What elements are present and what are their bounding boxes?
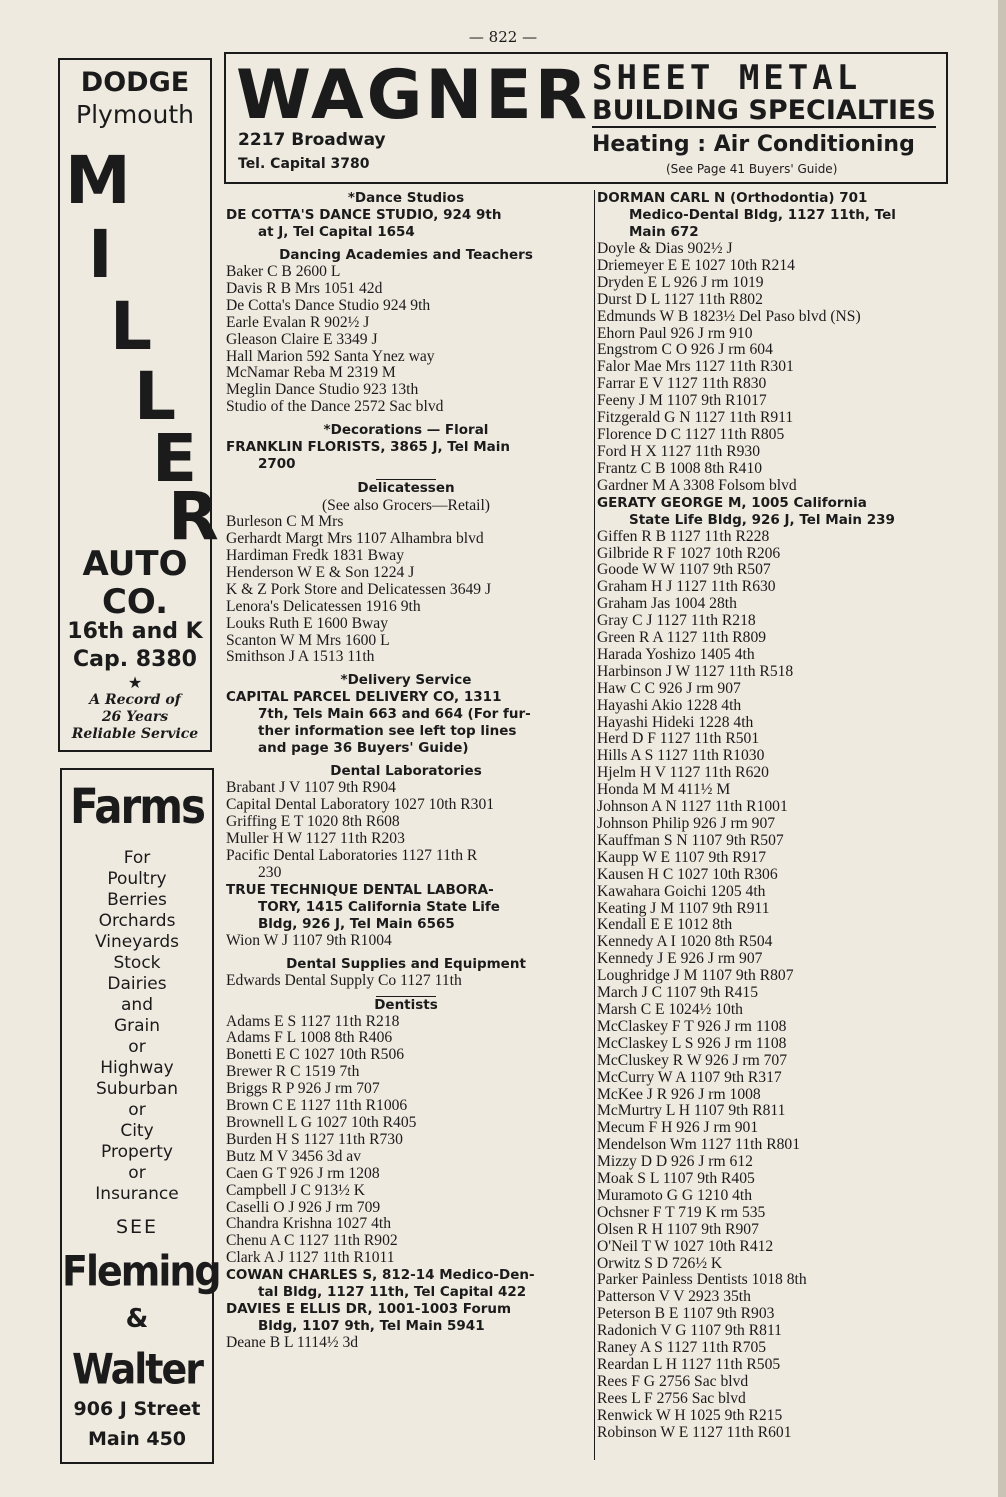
section-heading-text: Dentists bbox=[374, 996, 438, 1013]
listing-entry: Keating J M 1107 9th R911 bbox=[597, 899, 770, 917]
listing-entry: Burleson C M Mrs bbox=[226, 513, 344, 531]
banner-note: (See Page 41 Buyers' Guide) bbox=[666, 162, 838, 176]
listing-entry: McNamar Reba M 2319 M bbox=[226, 364, 396, 382]
listing-entry: Kaupp W E 1107 9th R917 bbox=[597, 848, 767, 866]
listing-entry: Feeny J M 1107 9th R1017 bbox=[597, 392, 767, 410]
listing-entry: Smithson J A 1513 11th bbox=[226, 648, 375, 666]
listing-line: Medico-Dental Bldg, 1127 11th, Tel bbox=[629, 207, 896, 223]
listing-line: 2700 bbox=[258, 456, 296, 473]
listing-entry: Honda M M 411½ M bbox=[597, 781, 731, 799]
listing-entry: Henderson W E & Son 1224 J bbox=[226, 563, 415, 581]
banner-headline: SHEET METAL bbox=[592, 58, 862, 98]
section-heading bbox=[226, 996, 586, 1014]
banner-services: Heating : Air Conditioning bbox=[592, 132, 915, 157]
listing-entry: Haw C C 926 J rm 907 bbox=[597, 679, 741, 697]
listing-line: at J, Tel Capital 1654 bbox=[258, 224, 415, 240]
section-heading bbox=[226, 763, 586, 780]
ad-farms-line: Grain bbox=[113, 1016, 161, 1036]
ad-farms-line: Poultry bbox=[107, 869, 167, 889]
listing-line: Bldg, 926 J, Tel Main 6565 bbox=[258, 915, 455, 932]
ad-letter: M bbox=[65, 142, 131, 219]
listing-line: DAVIES E ELLIS DR, 1001-1003 Forum bbox=[226, 1301, 512, 1318]
listing-entry: McCurry W A 1107 9th R317 bbox=[597, 1068, 782, 1086]
ad-farms-list bbox=[62, 848, 212, 1205]
listing-line: ther information see left top lines bbox=[258, 723, 517, 740]
listing-entry: Loughridge J M 1107 9th R807 bbox=[597, 967, 794, 985]
listing-entry: Mecum F H 926 J rm 901 bbox=[597, 1119, 759, 1137]
listing-entry: Falor Mae Mrs 1127 11th R301 bbox=[597, 358, 794, 376]
ad-farms-line: Insurance bbox=[95, 1184, 179, 1204]
ad-farms-line: Highway bbox=[100, 1058, 174, 1078]
listing-line: TRUE TECHNIQUE DENTAL LABORA- bbox=[226, 881, 494, 898]
ad-farms-line: For bbox=[123, 848, 151, 868]
listing-entry: March J C 1107 9th R415 bbox=[597, 984, 758, 1002]
ad-fleming: Fleming bbox=[62, 1246, 220, 1296]
ad-farms-line: or bbox=[128, 1163, 146, 1183]
listing-entry: Farrar E V 1127 11th R830 bbox=[597, 375, 767, 393]
section-heading bbox=[226, 247, 586, 264]
listing-entry: Kawahara Goichi 1205 4th bbox=[597, 882, 766, 900]
ad-farms-line: Property bbox=[101, 1142, 173, 1162]
listing-entry: McClaskey L S 926 J rm 1108 bbox=[597, 1034, 787, 1052]
listing-entry: Gilbride R F 1027 10th R206 bbox=[597, 544, 781, 562]
listing-entry: De Cotta's Dance Studio 924 9th bbox=[226, 296, 431, 314]
listing-entry: Ehorn Paul 926 J rm 910 bbox=[597, 324, 753, 342]
listing-entry: Bonetti E C 1027 10th R506 bbox=[226, 1046, 405, 1064]
ad-farms-title: Farms bbox=[69, 778, 205, 835]
listing-entry: Pacific Dental Laboratories 1127 11th R bbox=[226, 846, 478, 864]
banner-name: WAGNER bbox=[236, 56, 591, 135]
listing-entry: McCluskey R W 926 J rm 707 bbox=[597, 1051, 788, 1069]
listing-entry: Caen G T 926 J rm 1208 bbox=[226, 1164, 380, 1182]
listing-entry: Meglin Dance Studio 923 13th bbox=[226, 381, 419, 399]
listing-entry: Hills A S 1127 11th R1030 bbox=[597, 747, 765, 765]
listing-entry: Reardan L H 1127 11th R505 bbox=[597, 1356, 781, 1373]
listing-entry: Kendall E E 1012 8th bbox=[597, 916, 733, 934]
featured-listing bbox=[226, 882, 586, 933]
listing-entry: Edwards Dental Supply Co 1127 11th bbox=[226, 971, 462, 989]
section-heading-text: *Decorations — Floral bbox=[323, 422, 489, 439]
ad-farms-line: Dairies bbox=[107, 974, 167, 994]
ad-farms-line: or bbox=[128, 1100, 146, 1120]
listing-entry: Engstrom C O 926 J rm 604 bbox=[597, 341, 773, 359]
section-heading-text: Dental Laboratories bbox=[330, 763, 482, 780]
directory-column-middle bbox=[226, 190, 586, 1352]
listing-entry: Graham H J 1127 11th R630 bbox=[597, 578, 776, 596]
featured-listing bbox=[597, 190, 955, 241]
listing-entry: Adams F L 1008 8th R406 bbox=[226, 1029, 393, 1047]
listing-line: Main 672 bbox=[629, 224, 699, 240]
listing-entry: Gleason Claire E 3349 J bbox=[226, 330, 378, 348]
section-heading bbox=[226, 190, 586, 207]
listing-entry: Studio of the Dance 2572 Sac blvd bbox=[226, 398, 444, 416]
listing-entry: Brewer R C 1519 7th bbox=[226, 1063, 360, 1081]
listing-entry: Muller H W 1127 11th R203 bbox=[226, 830, 405, 848]
listing-entry: O'Neil T W 1027 10th R412 bbox=[597, 1237, 774, 1255]
section-heading-text: Dental Supplies and Equipment bbox=[286, 955, 526, 972]
miller-auto-ad bbox=[58, 58, 219, 752]
listing-entry: Brownell L G 1027 10th R405 bbox=[226, 1114, 417, 1131]
listing-entry: Florence D C 1127 11th R805 bbox=[597, 425, 785, 443]
listing-entry: Chandra Krishna 1027 4th bbox=[226, 1215, 392, 1233]
featured-listing bbox=[226, 439, 586, 473]
section-heading-text: Dancing Academies and Teachers bbox=[279, 247, 533, 263]
ad-record bbox=[60, 692, 210, 743]
listing-entry: Orwitz S D 726½ K bbox=[597, 1254, 723, 1272]
listing-entry: Gray C J 1127 11th R218 bbox=[597, 612, 756, 630]
page-number: — 822 — bbox=[468, 28, 538, 46]
listing-entry: Durst D L 1127 11th R802 bbox=[597, 290, 763, 308]
listing-entry: Dryden E L 926 J rm 1019 bbox=[597, 273, 764, 291]
ad-letter: L bbox=[134, 358, 177, 435]
ad-letter: E bbox=[152, 420, 198, 497]
listing-line: DORMAN CARL N (Orthodontia) 701 bbox=[597, 190, 868, 206]
record-line: A Record of bbox=[89, 692, 181, 708]
listing-entry: Butz M V 3456 3d av bbox=[226, 1147, 362, 1165]
featured-listing bbox=[226, 207, 586, 241]
ad-street: 906 J Street bbox=[73, 1398, 201, 1420]
ad-farms-line: Stock bbox=[113, 953, 161, 973]
listing-entry: Kauffman S N 1107 9th R507 bbox=[597, 831, 784, 849]
listing-entry: Mendelson Wm 1127 11th R801 bbox=[597, 1136, 800, 1154]
listing-entry: Radonich V G 1107 9th R811 bbox=[597, 1322, 782, 1340]
ad-farms-line: Berries bbox=[107, 890, 167, 910]
listing-entry: Renwick W H 1025 9th R215 bbox=[597, 1406, 783, 1424]
listing-entry: Harbinson J W 1127 11th R518 bbox=[597, 662, 794, 680]
listing-entry: Driemeyer E E 1027 10th R214 bbox=[597, 256, 795, 274]
listing-entry: Parker Painless Dentists 1018 8th bbox=[597, 1271, 807, 1289]
listing-entry: Peterson B E 1107 9th R903 bbox=[597, 1305, 775, 1323]
ad-farms-line: Suburban bbox=[95, 1079, 179, 1099]
listing-entry: Burden H S 1127 11th R730 bbox=[226, 1130, 403, 1148]
ad-farms-line: and bbox=[121, 995, 153, 1015]
featured-listing bbox=[226, 1267, 586, 1301]
listing-entry: Hayashi Akio 1228 4th bbox=[597, 696, 742, 714]
see-also-note: (See also Grocers—Retail) bbox=[321, 497, 490, 515]
listing-entry: Raney A S 1127 11th R705 bbox=[597, 1339, 767, 1357]
section-heading bbox=[226, 422, 586, 439]
listing-entry: Earle Evalan R 902½ J bbox=[226, 313, 370, 331]
listing-entry: Frantz C B 1008 8th R410 bbox=[597, 459, 763, 477]
ad-dodge: DODGE bbox=[80, 67, 190, 98]
wagner-banner-ad bbox=[224, 52, 948, 184]
ad-farms-line: Vineyards bbox=[94, 932, 180, 952]
listing-line: CAPITAL PARCEL DELIVERY CO, 1311 bbox=[226, 689, 502, 706]
listing-entry: Mizzy D D 926 J rm 612 bbox=[597, 1153, 753, 1171]
featured-listing bbox=[597, 495, 955, 529]
listing-entry: Lenora's Delicatessen 1916 9th bbox=[226, 597, 421, 615]
ad-see: SEE bbox=[115, 1216, 159, 1238]
listing-entry: Ochsner F T 719 K rm 535 bbox=[597, 1203, 766, 1221]
listing-entry: McKee J R 926 J rm 1008 bbox=[597, 1085, 761, 1103]
ad-co: CO. bbox=[101, 582, 169, 622]
listing-entry: Johnson A N 1127 11th R1001 bbox=[597, 798, 788, 816]
featured-listing bbox=[226, 689, 586, 757]
listing-entry: McClaskey F T 926 J rm 1108 bbox=[597, 1017, 787, 1035]
listing-entry: Rees L F 2756 Sac blvd bbox=[597, 1389, 746, 1407]
listing-line: 7th, Tels Main 663 and 664 (For fur- bbox=[258, 706, 531, 723]
ad-farms-line: Orchards bbox=[98, 911, 176, 931]
listing-entry: Kausen H C 1027 10th R306 bbox=[597, 865, 778, 883]
listing-entry: Gardner M A 3308 Folsom blvd bbox=[597, 476, 797, 494]
listing-entry: Adams E S 1127 11th R218 bbox=[226, 1012, 400, 1030]
listing-entry: Hardiman Fredk 1831 Bway bbox=[226, 546, 404, 564]
section-heading-text: *Dance Studios bbox=[347, 190, 465, 206]
listing-entry: Marsh C E 1024½ 10th bbox=[597, 1000, 743, 1018]
ad-auto: AUTO bbox=[82, 544, 188, 584]
listing-entry: Brabant J V 1107 9th R904 bbox=[226, 779, 396, 797]
listing-line: tal Bldg, 1127 11th, Tel Capital 422 bbox=[258, 1284, 527, 1301]
listing-line: TORY, 1415 California State Life bbox=[258, 898, 500, 915]
farms-ad bbox=[60, 768, 220, 1464]
ad-amp: & bbox=[125, 1304, 149, 1334]
ad-main-phone: Main 450 bbox=[87, 1428, 187, 1450]
listing-entry: Harada Yoshizo 1405 4th bbox=[597, 645, 755, 663]
listing-entry: Rees F G 2756 Sac blvd bbox=[597, 1372, 749, 1390]
listing-entry: McMurtry L H 1107 9th R811 bbox=[597, 1102, 786, 1120]
listing-entry: Wion W J 1107 9th R1004 bbox=[226, 931, 392, 949]
listing-line: FRANKLIN FLORISTS, 3865 J, Tel Main bbox=[226, 439, 510, 456]
listing-entry: Brown C E 1127 11th R1006 bbox=[226, 1097, 408, 1115]
section-heading bbox=[226, 672, 586, 689]
listing-line: GERATY GEORGE M, 1005 California bbox=[597, 494, 867, 511]
section-heading-text: Delicatessen bbox=[357, 480, 455, 497]
ad-letter: L bbox=[110, 288, 153, 365]
listing-entry: Clark A J 1127 11th R1011 bbox=[226, 1249, 395, 1267]
listing-entry: Hjelm H V 1127 11th R620 bbox=[597, 764, 769, 782]
listing-entry: Giffen R B 1127 11th R228 bbox=[597, 527, 770, 545]
directory-column-right bbox=[594, 190, 955, 1460]
listing-line: DE COTTA'S DANCE STUDIO, 924 9th bbox=[226, 207, 502, 223]
listing-entry: Caselli O J 926 J rm 709 bbox=[226, 1198, 381, 1216]
ad-letter: R bbox=[168, 478, 219, 555]
listing-line: COWAN CHARLES S, 812-14 Medico-Den- bbox=[226, 1267, 535, 1284]
listing-entry: Deane B L 1114½ 3d bbox=[226, 1334, 359, 1352]
record-line: Reliable Service bbox=[71, 726, 199, 742]
listing-entry: Green R A 1127 11th R809 bbox=[597, 629, 767, 647]
listing-entry: Fitzgerald G N 1127 11th R911 bbox=[597, 409, 794, 427]
listing-entry: Ford H X 1127 11th R930 bbox=[597, 442, 761, 460]
listing-entry: Muramoto G G 1210 4th bbox=[597, 1186, 753, 1204]
listing-line: and page 36 Buyers' Guide) bbox=[258, 740, 469, 757]
listing-entry: Hayashi Hideki 1228 4th bbox=[597, 713, 754, 731]
section-heading-text: *Delivery Service bbox=[340, 672, 472, 689]
ad-farms-line: City bbox=[120, 1121, 154, 1141]
listing-entry: Baker C B 2600 L bbox=[226, 263, 341, 280]
listing-entry: Louks Ruth E 1600 Bway bbox=[226, 614, 388, 632]
listing-entry: Goode W W 1107 9th R507 bbox=[597, 561, 771, 579]
listing-entry: Robinson W E 1127 11th R601 bbox=[597, 1423, 792, 1441]
listing-entry: Chenu A C 1127 11th R902 bbox=[226, 1232, 398, 1250]
section-heading bbox=[226, 956, 586, 973]
banner-sub: BUILDING SPECIALTIES bbox=[592, 95, 936, 126]
listing-line: Bldg, 1107 9th, Tel Main 5941 bbox=[258, 1318, 485, 1335]
listing-entry: Kennedy A I 1020 8th R504 bbox=[597, 933, 773, 951]
listing-entry: Davis R B Mrs 1051 42d bbox=[226, 279, 383, 297]
star-icon: ★ bbox=[127, 673, 143, 692]
listing-entry: Herd D F 1127 11th R501 bbox=[597, 730, 760, 748]
listing-entry: Gerhardt Margt Mrs 1107 Alhambra blvd bbox=[226, 530, 484, 548]
listing-entry: Kennedy J E 926 J rm 907 bbox=[597, 950, 763, 968]
ad-farms-line: or bbox=[128, 1037, 146, 1057]
listing-entry: Edmunds W B 1823½ Del Paso blvd (NS) bbox=[597, 307, 861, 325]
banner-street: 2217 Broadway bbox=[238, 130, 386, 150]
section-heading bbox=[226, 479, 586, 497]
listing-entry: Doyle & Dias 902½ J bbox=[597, 240, 733, 257]
ad-phone: Cap. 8380 bbox=[73, 647, 197, 672]
listing-entry: Scanton W M Mrs 1600 L bbox=[226, 631, 390, 649]
listing-entry: Patterson V V 2923 35th bbox=[597, 1288, 751, 1306]
listing-entry: Hall Marion 592 Santa Ynez way bbox=[226, 347, 435, 365]
listing-entry: Capital Dental Laboratory 1027 10th R301 bbox=[226, 796, 495, 814]
listing-entry: Campbell J C 913½ K bbox=[226, 1181, 366, 1199]
listing-continuation: 230 bbox=[258, 863, 282, 881]
record-line: 26 Years bbox=[101, 709, 169, 725]
featured-listing bbox=[226, 1301, 586, 1335]
listing-entry: Graham Jas 1004 28th bbox=[597, 595, 737, 613]
listing-entry: Olsen R H 1107 9th R907 bbox=[597, 1220, 759, 1238]
listing-line: State Life Bldg, 926 J, Tel Main 239 bbox=[629, 511, 895, 528]
listing-entry: Moak S L 1107 9th R405 bbox=[597, 1170, 755, 1188]
listing-entry: Griffing E T 1020 8th R608 bbox=[226, 813, 400, 831]
listing-entry: Johnson Philip 926 J rm 907 bbox=[597, 815, 776, 832]
ad-letter: I bbox=[88, 216, 113, 293]
listing-entry: Briggs R P 926 J rm 707 bbox=[226, 1080, 380, 1098]
ad-address: 16th and K bbox=[67, 619, 203, 644]
listing-entry: K & Z Pork Store and Delicatessen 3649 J bbox=[226, 580, 492, 598]
ad-plymouth: Plymouth bbox=[76, 100, 194, 129]
page-edge-shadow bbox=[998, 0, 1006, 1497]
ad-walter: Walter bbox=[72, 1344, 202, 1394]
banner-tel: Tel. Capital 3780 bbox=[238, 156, 370, 172]
